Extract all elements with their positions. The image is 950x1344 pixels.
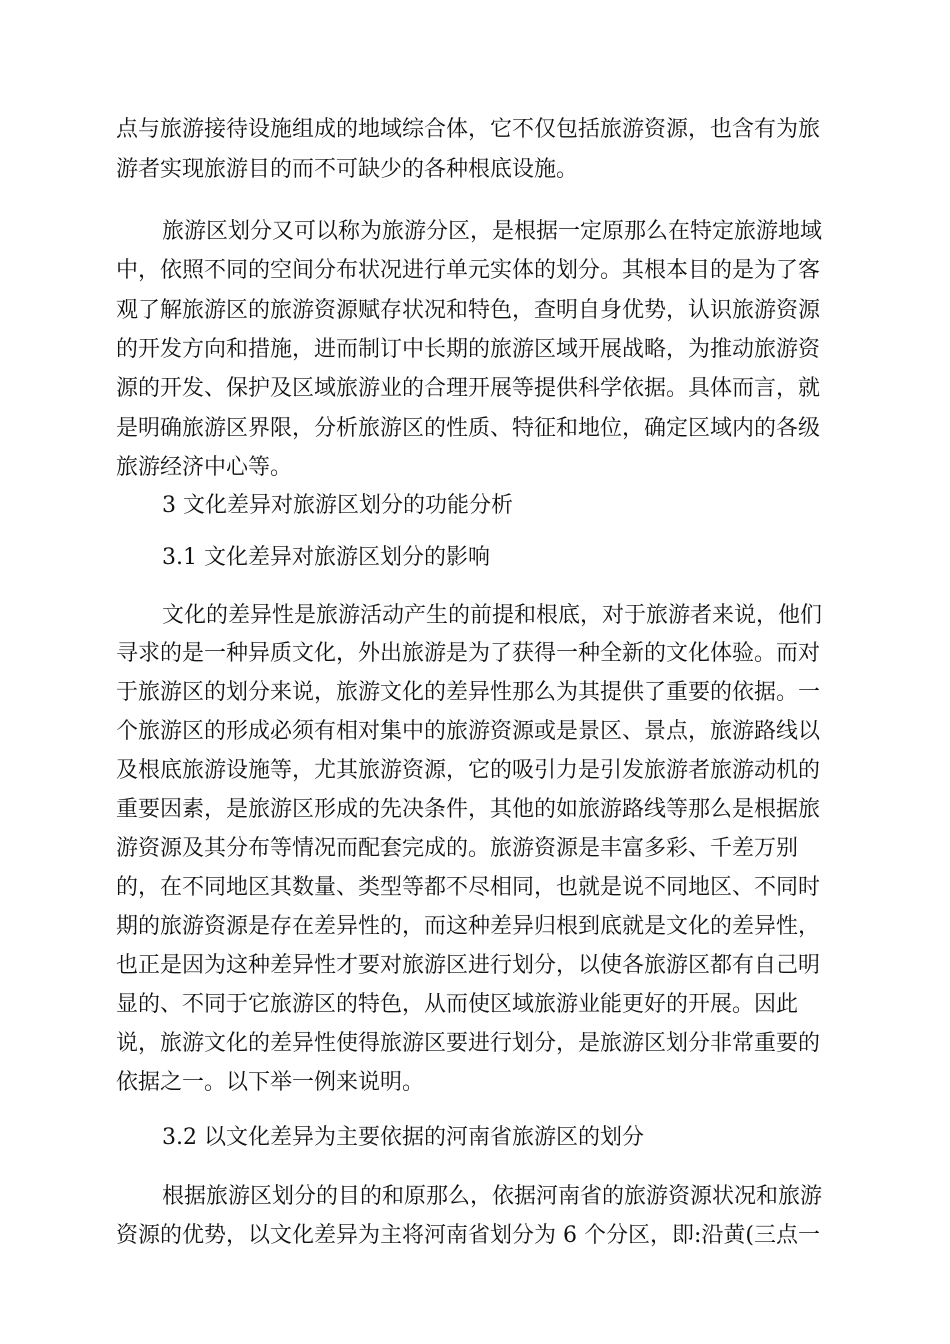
- paragraph-line: 的，在不同地区其数量、类型等都不尽相同，也就是说不同地区、不同时: [116, 875, 821, 900]
- paragraph-line: 点与旅游接待设施组成的地域综合体，它不仅包括旅游资源，也含有为旅: [116, 117, 821, 142]
- paragraph-line: 观了解旅游区的旅游资源赋存状况和特色，查明自身优势，认识旅游资源: [116, 298, 821, 323]
- paragraph-line: 旅游区划分又可以称为旅游分区，是根据一定原那么在特定旅游地域: [162, 219, 823, 244]
- paragraph-line: 显的、不同于它旅游区的特色，从而使区域旅游业能更好的开展。因此: [116, 992, 799, 1017]
- paragraph-line: 资源的优势，以文化差异为主将河南省划分为 6 个分区，即:沿黄(三点一: [116, 1223, 820, 1248]
- paragraph-line: 中，依照不同的空间分布状况进行单元实体的划分。其根本目的是为了客: [116, 258, 821, 283]
- paragraph-line: 也正是因为这种差异性才要对旅游区进行划分，以使各旅游区都有自己明: [116, 953, 821, 978]
- paragraph-line: 说，旅游文化的差异性使得旅游区要进行划分，是旅游区划分非常重要的: [116, 1031, 821, 1056]
- paragraph-line: 文化的差异性是旅游活动产生的前提和根底，对于旅游者来说，他们: [162, 603, 823, 628]
- paragraph-line: 寻求的是一种异质文化，外出旅游是为了获得一种全新的文化体验。而对: [116, 641, 821, 666]
- paragraph-line: 是明确旅游区界限，分析旅游区的性质、特征和地位，确定区域内的各级: [116, 416, 821, 441]
- paragraph-line: 依据之一。以下举一例来说明。: [116, 1070, 425, 1095]
- paragraph-line: 根据旅游区划分的目的和原那么，依据河南省的旅游资源状况和旅游: [162, 1184, 823, 1209]
- paragraph-line: 重要因素，是旅游区形成的先决条件，其他的如旅游路线等那么是根据旅: [116, 797, 821, 822]
- subsection-heading: 3.2 以文化差异为主要依据的河南省旅游区的划分: [162, 1125, 644, 1150]
- paragraph-line: 期的旅游资源是存在差异性的，而这种差异归根到底就是文化的差异性，: [116, 914, 821, 939]
- paragraph-line: 于旅游区的划分来说，旅游文化的差异性那么为其提供了重要的依据。一: [116, 680, 821, 705]
- paragraph-line: 的开发方向和措施，进而制订中长期的旅游区域开展战略，为推动旅游资: [116, 337, 821, 362]
- paragraph-line: 旅游经济中心等。: [116, 455, 293, 480]
- section-heading: 3 文化差异对旅游区划分的功能分析: [162, 493, 513, 518]
- paragraph-line: 个旅游区的形成必须有相对集中的旅游资源或是景区、景点，旅游路线以: [116, 719, 821, 744]
- paragraph-line: 游者实现旅游目的而不可缺少的各种根底设施。: [116, 157, 579, 182]
- paragraph-line: 源的开发、保护及区域旅游业的合理开展等提供科学依据。具体而言，就: [116, 376, 821, 401]
- paragraph-line: 及根底旅游设施等，尤其旅游资源，它的吸引力是引发旅游者旅游动机的: [116, 758, 821, 783]
- subsection-heading: 3.1 文化差异对旅游区划分的影响: [162, 545, 490, 570]
- paragraph-line: 游资源及其分布等情况而配套完成的。旅游资源是丰富多彩、千差万别: [116, 836, 799, 861]
